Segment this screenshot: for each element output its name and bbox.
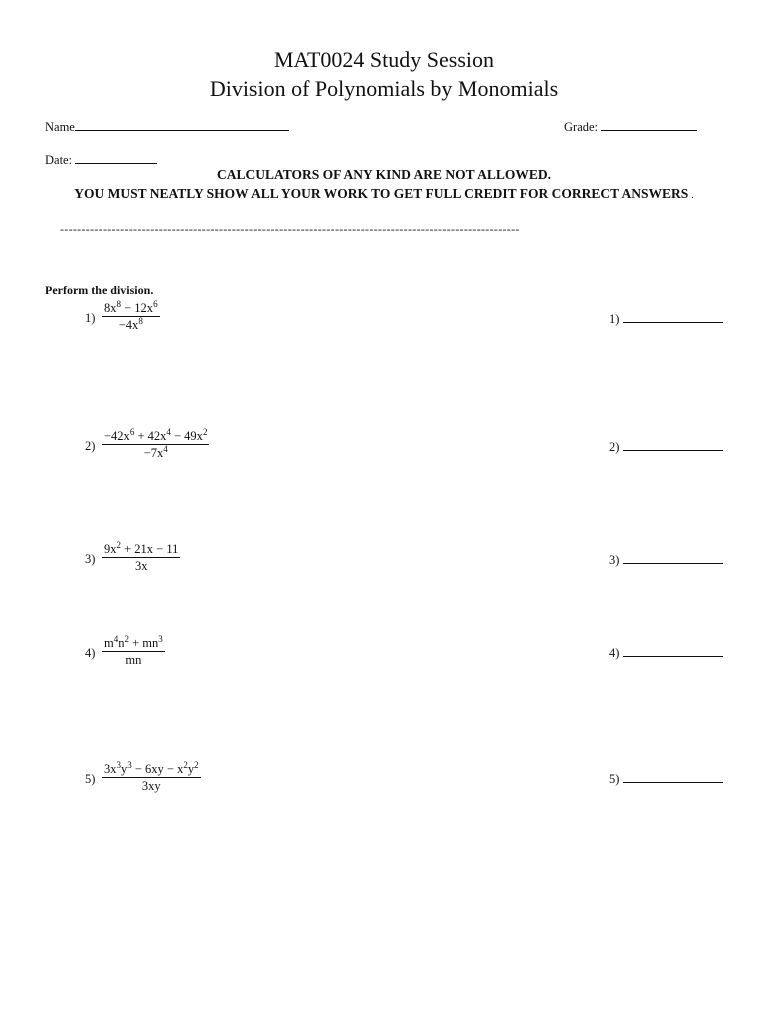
denominator: 3xy (141, 779, 161, 793)
answer-4-blank[interactable] (623, 645, 723, 657)
answer-5 (609, 771, 723, 787)
grade-label: Grade: (564, 120, 602, 134)
problem-number: 3) (85, 552, 96, 566)
problem-number: 1) (85, 311, 96, 325)
denominator: mn (125, 653, 142, 667)
problem-3-fraction (102, 542, 180, 574)
problem-1-fraction (102, 301, 160, 333)
denominator: $-4x^8$ (118, 316, 143, 332)
answer-4 (609, 645, 723, 661)
numerator: $8x^8 - 12x^6$ (104, 299, 158, 315)
answer-1 (609, 311, 723, 327)
answer-2-blank[interactable] (623, 439, 723, 451)
name-label: Name (45, 120, 75, 134)
work-notice-text: YOU MUST NEATLY SHOW ALL YOUR WORK TO GET FULL CREDIT FOR CORRECT ANSWERS (74, 186, 689, 201)
work-notice-suffix: . (688, 189, 694, 201)
divider-line: ----------------------------------------------------------------------------------------------------------- (60, 222, 520, 236)
answer-label: 5) (609, 772, 620, 786)
problem-5-fraction (102, 762, 201, 794)
numerator: $3x^3y^3 - 6xy - x^2y^2$ (104, 760, 199, 776)
answer-3-blank[interactable] (623, 552, 723, 564)
work-notice (0, 185, 768, 204)
answer-label: 4) (609, 646, 620, 660)
answer-label: 1) (609, 312, 620, 326)
grade-field (564, 119, 697, 135)
date-label: Date: (45, 153, 76, 167)
instructions: Perform the division. (45, 283, 154, 297)
grade-blank[interactable] (601, 119, 697, 131)
denominator: 3x (134, 559, 148, 573)
name-blank[interactable] (75, 119, 289, 131)
calculator-notice: CALCULATORS OF ANY KIND ARE NOT ALLOWED. (217, 167, 551, 182)
answer-2 (609, 439, 723, 455)
numerator: $9x^2 + 21x - 11$ (104, 540, 179, 556)
problem-4-fraction (102, 636, 165, 668)
answer-1-blank[interactable] (623, 311, 723, 323)
answer-5-blank[interactable] (623, 771, 723, 783)
problem-number: 2) (85, 439, 96, 453)
denominator: $-7x^4$ (143, 444, 168, 460)
answer-3 (609, 552, 723, 568)
answer-label: 3) (609, 553, 620, 567)
problem-number: 4) (85, 646, 96, 660)
numerator: $m^4n^2 + mn^3$ (104, 634, 163, 650)
problem-2-fraction (102, 429, 209, 461)
name-field (45, 119, 289, 135)
problem-number: 5) (85, 772, 96, 786)
answer-label: 2) (609, 440, 620, 454)
worksheet-title: MAT0024 Study Session (273, 47, 495, 72)
numerator: $-42x^6 + 42x^4 - 49x^2$ (104, 427, 208, 443)
worksheet-subtitle: Division of Polynomials by Monomials (209, 76, 559, 101)
date-blank[interactable] (75, 152, 157, 164)
